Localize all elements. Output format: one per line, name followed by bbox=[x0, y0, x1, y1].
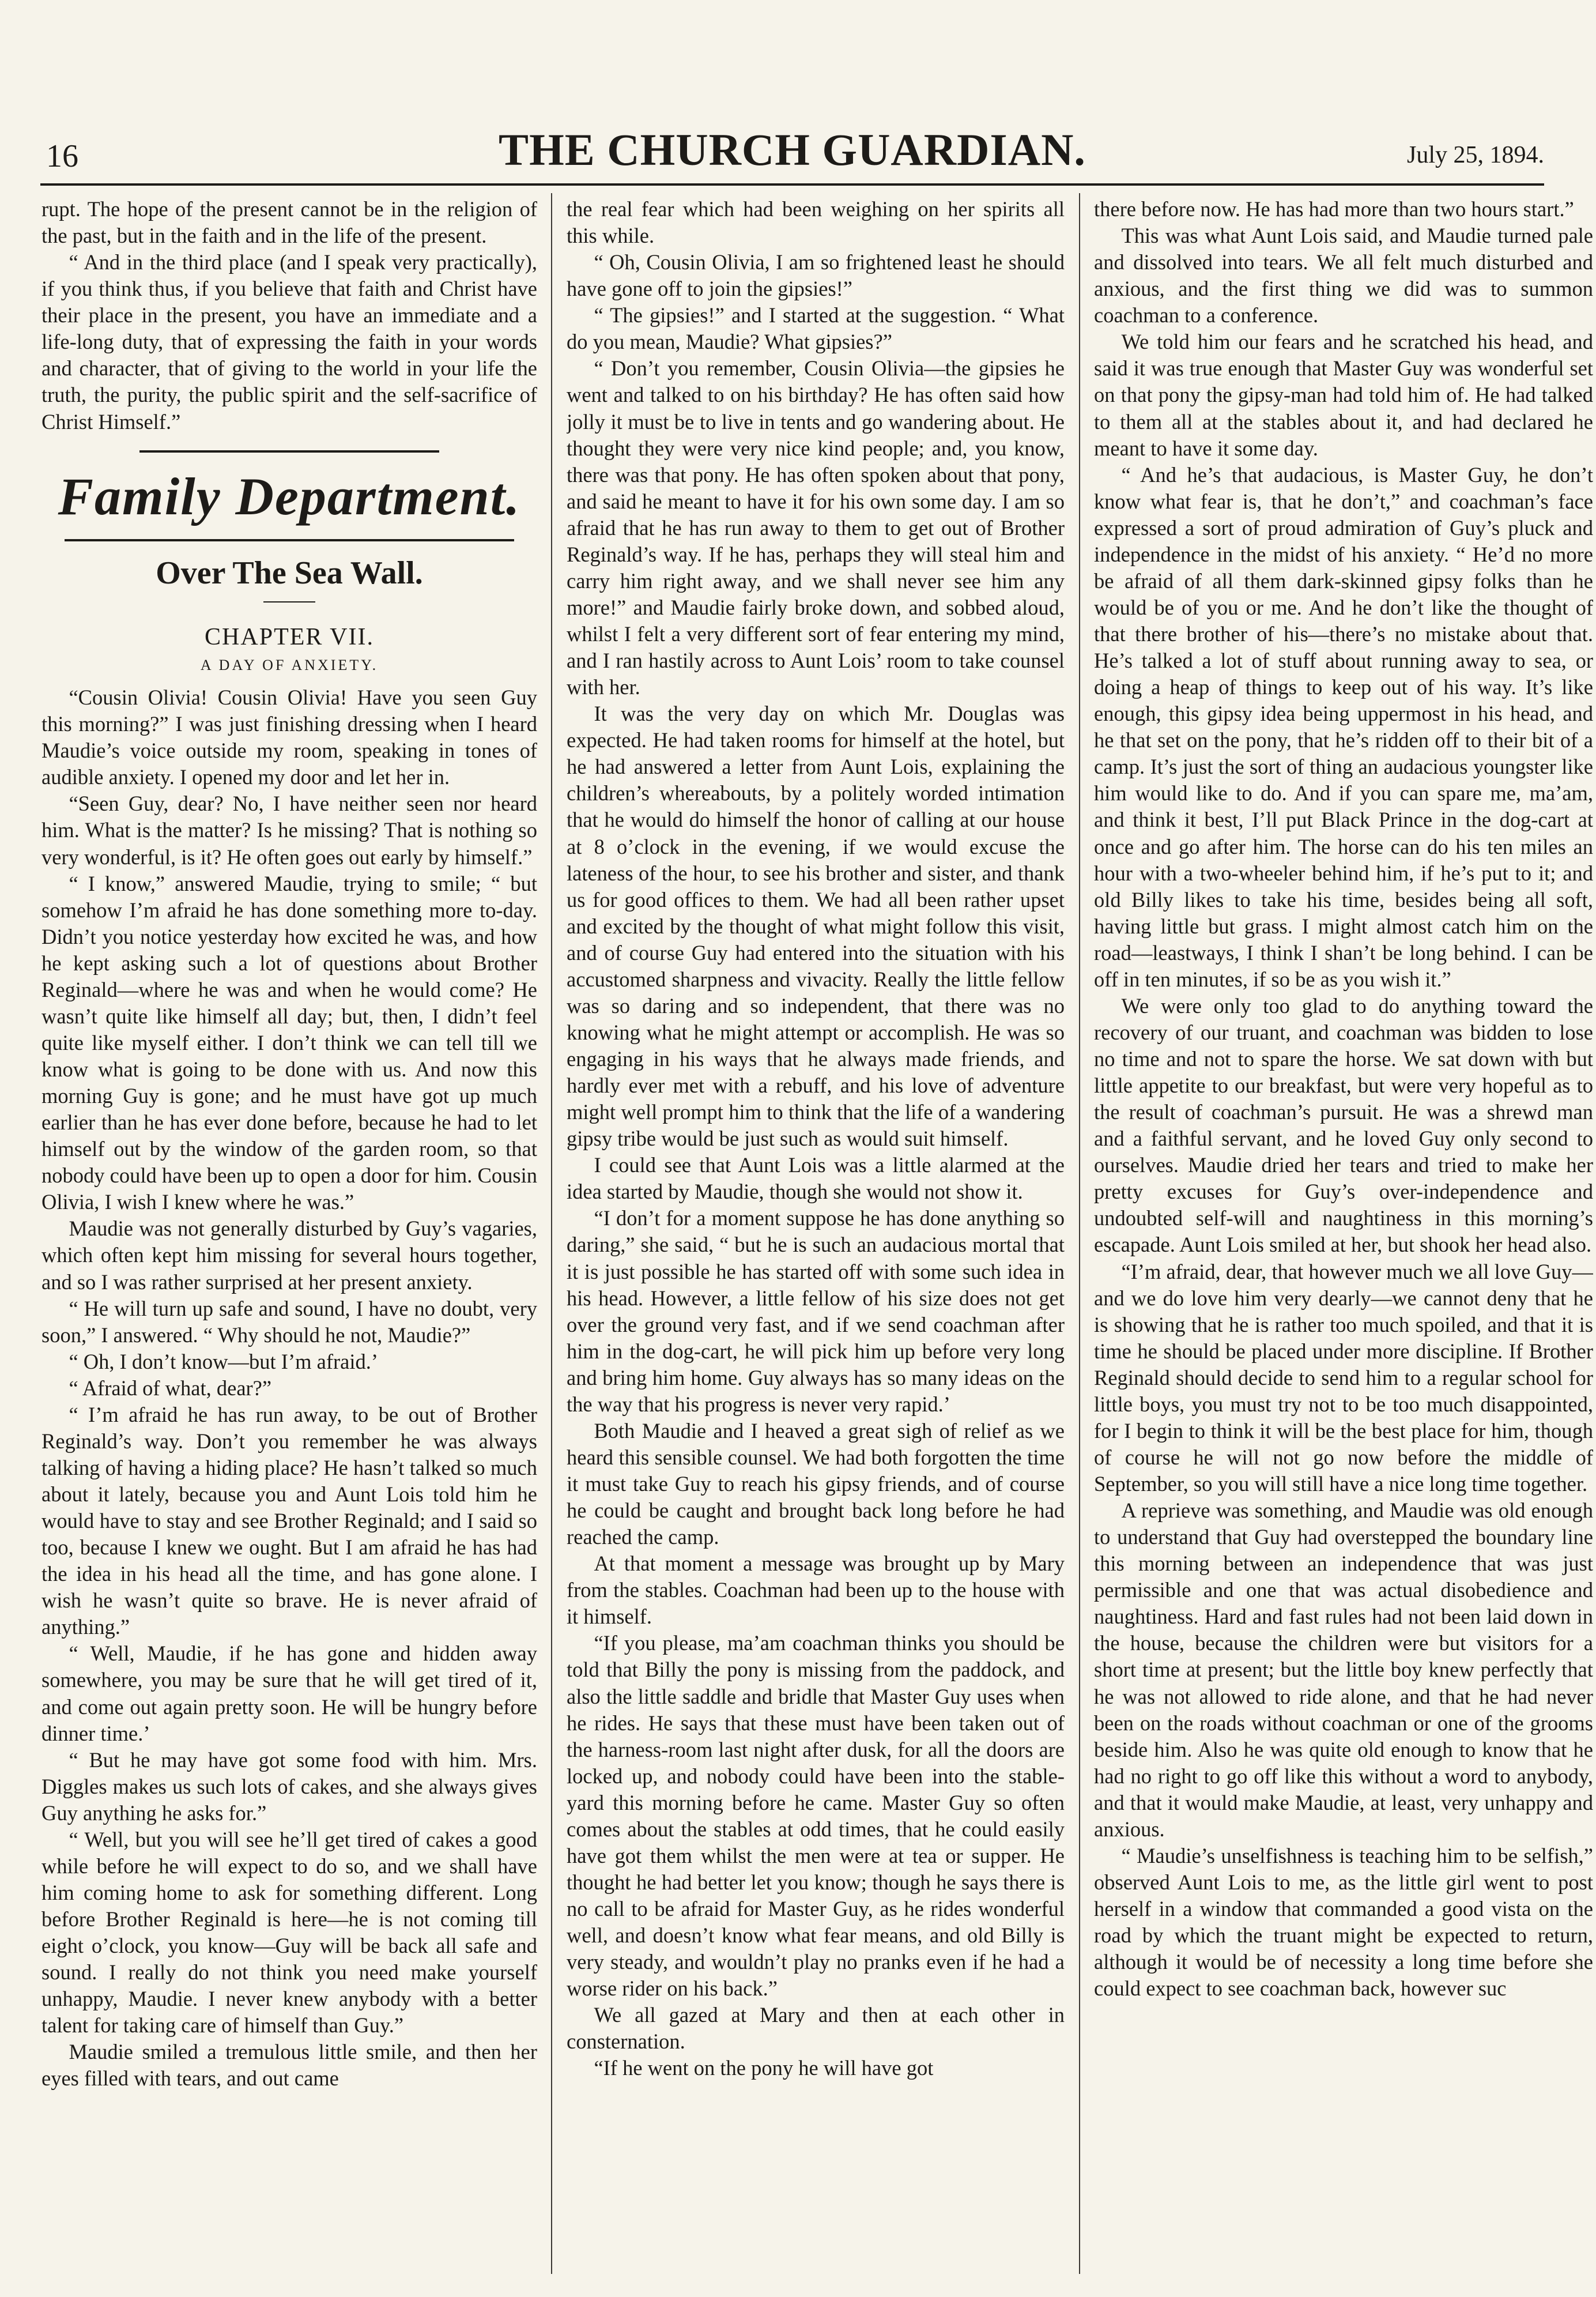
paragraph: We all gazed at Mary and then at each other in consternation. bbox=[567, 2003, 1065, 2054]
paragraph: “ Afraid of what, dear?” bbox=[69, 1376, 272, 1400]
paragraph: We told him our fears and he scratched his head, and said it was true enough that Master Guy was wonderful set on that pony the gipsy-man had told him of. He had talked to them all at the stables about it, and had declared he meant to have it some day. bbox=[1094, 330, 1593, 460]
paragraph: “Cousin Olivia! Cousin Olivia! Have you seen Guy this morning?” I was just finishing dressing when I heard Maudie’s voice outside my room, speaking in tones of audible anxiety. I opened my door and let her in. bbox=[41, 686, 537, 789]
chapter-subtitle: A DAY OF ANXIETY. bbox=[200, 657, 379, 674]
column-3 bbox=[1094, 196, 1593, 2274]
paragraph: “ Oh, I don’t know—but I’m afraid.’ bbox=[69, 1349, 378, 1373]
paragraph: rupt. The hope of the present cannot be in the religion of the past, but in the faith and in the life of the present. bbox=[41, 197, 537, 248]
newspaper-title: THE CHURCH GUARDIAN. bbox=[499, 125, 1086, 175]
paragraph: I could see that Aunt Lois was a little alarmed at the idea started by Maudie, though she would not show it. bbox=[567, 1153, 1065, 1204]
story-title: Over The Sea Wall. bbox=[156, 555, 423, 591]
paragraph: Both Maudie and I heaved a great sigh of relief as we heard this sensible counsel. We had both forgotten the time it must take Guy to reach his gipsy friends, and of course he could be caught and brought back long before he had reached the camp. bbox=[567, 1418, 1065, 1549]
department-heading: Family Department. bbox=[58, 466, 521, 526]
paragraph: “I’m afraid, dear, that however much we all love Guy—and we do love him very dearly—we cannot deny that he is showing that he is rather too much spoiled, and that it is time he should be placed under more discipline. If Brother Reginald should decide to send him to a regular school for little boys, you must try not to be too much disappointed, for I begin to think it will be the best place for him, though of course he will not go now before the middle of September, so you will still have a nice long time together. bbox=[1094, 1259, 1593, 1496]
paragraph: Maudie was not generally disturbed by Guy’s vagaries, which often kept him missing for several hours together, and so I was rather surprised at her present anxiety. bbox=[41, 1217, 537, 1294]
paragraph: It was the very day on which Mr. Douglas was expected. He had taken rooms for himself at the hotel, but he had answered a letter from Aunt Lois, explaining the children’s whereabouts, by a politely worded intimation that he would do himself the honor of calling at our house at 8 o’clock in the evening, if we would excuse the lateness of the hour, to see his brother and sister, and thank us for good offices to them. We had all been rather upset and excited by the thought of what might follow this visit, and of course Guy had entered into the situation with his accustomed sharpness and vivacity. Really the little fellow was so daring and so independent, that there was no knowing what he might attempt or accomplish. He was so engaging in his ways that he always made friends, and hardly ever met with a rebuff, and his love of adventure might well prompt him to think that the life of a wandering gipsy tribe would be just such as would suit himself. bbox=[567, 702, 1065, 1151]
paragraph: “I don’t for a moment suppose he has done anything so daring,” she said, “ but he is such an audacious mortal that it is just possible he has started off with some such idea in his head. However, a little fellow of his size does not get over the ground very fast, and if we send coachman after him in the dog-cart, he will pick him up before very long and bring him home. Guy always has so many ideas on the the way that his progress is never very rapid.’ bbox=[567, 1206, 1065, 1416]
column-1-body bbox=[41, 684, 537, 2092]
paragraph: “ Well, but you will see he’ll get tired of cakes a good while before he will expect to do so, and we shall have him coming home to ask for something different. Long before Brother Reginald is here—he is not coming till eight o’clock, you know—Guy will be back all safe and sound. I really do not think you need make yourself unhappy, Maudie. I never knew anybody with a better talent for taking care of himself than Guy.” bbox=[41, 1827, 537, 2038]
section-rule bbox=[139, 450, 439, 453]
paragraph: “ Well, Maudie, if he has gone and hidden away somewhere, you may be sure that he will get tired of it, and come out again pretty soon. He will be hungry before dinner time.’ bbox=[41, 1641, 537, 1745]
column-1 bbox=[41, 196, 537, 2274]
paragraph: This was what Aunt Lois said, and Maudie turned pale and dissolved into tears. We all felt much disturbed and anxious, and the first thing we did was to summon coachman to a conference. bbox=[1094, 224, 1593, 327]
paragraph: “ Maudie’s unselfishness is teaching him to be selfish,” observed Aunt Lois to me, as the little girl went to post herself in a window that commanded a good vista on the road by which the truant might be expected to return, although it would be of necessity a long time before she could expect to see coachman back, however suc bbox=[1094, 1843, 1593, 2001]
page-number: 16 bbox=[46, 138, 78, 174]
paragraph: “ I’m afraid he has run away, to be out of Brother Reginald’s way. Don’t you remember he was always talking of having a hiding place? He hasn’t talked so much about it lately, because you and Aunt Lois told him he would have to stay and see Brother Reginald; and I said so too, because I knew we ought. But I am afraid he has had the idea in his head all the time, and has gone alone. I wish he wasn’t quite so brave. He is never afraid of anything.” bbox=[41, 1402, 537, 1639]
paragraph: there before now. He has had more than two hours start.” bbox=[1094, 197, 1574, 221]
title-rule bbox=[263, 601, 315, 603]
section-rule bbox=[65, 539, 514, 541]
paragraph: “ Oh, Cousin Olivia, I am so frightened least he should have gone off to join the gipsies!” bbox=[567, 250, 1065, 301]
masthead bbox=[40, 118, 1544, 182]
column-divider bbox=[551, 193, 552, 2274]
issue-date: July 25, 1894. bbox=[1406, 142, 1544, 168]
paragraph: “ And in the third place (and I speak very practically), if you think thus, if you believe that faith and Christ have their place in the present, you have an immediate and a life-long duty, that of expressing the faith in your words and character, that of giving to the world in your life the truth, the purity, the public spirit and the self-sacrifice of Christ Himself.” bbox=[41, 250, 537, 434]
paragraph: “ Don’t you remember, Cousin Olivia—the gipsies he went and talked to on his birthday? He has often said how jolly it must be to live in tents and go wandering about. He thought they were very nice kind people; and, you know, there was that pony. He has often spoken about that pony, and said he meant to have it for his own some day. I am so afraid that he has run away to them to get out of Brother Reginald’s way. If he has, perhaps they will steal him and carry him right away, and we shall never see him any more!” and Maudie fairly broke down, and sobbed aloud, whilst I felt a very different sort of fear entering my mind, and I ran hastily across to Aunt Lois’ room to take counsel with her. bbox=[567, 356, 1065, 699]
paragraph: A reprieve was something, and Maudie was old enough to understand that Guy had overstepped the boundary line this morning between an independence that was just permissible and one that was actual disobedience and naughtiness. Hard and fast rules had not been laid down in the house, because the children were but visitors for a short time at present; but the little boy knew perfectly that he was not allowed to ride alone, and that he had never been on the roads without coachman or one of the grooms beside him. Also he was quite old enough to know that he had no right to go off like this without a word to anybody, and that it would make Maudie, at least, very unhappy and anxious. bbox=[1094, 1498, 1593, 1841]
paragraph: the real fear which had been weighing on her spirits all this while. bbox=[567, 197, 1065, 248]
paragraph: “ He will turn up safe and sound, I have no doubt, very soon,” I answered. “ Why should he not, Maudie?” bbox=[41, 1296, 537, 1347]
paragraph: “ I know,” answered Maudie, trying to smile; “ but somehow I’m afraid he has done something more to-day. Didn’t you notice yesterday how excited he was, and how he kept asking such a lot of questions about Brother Reginald—where he was and when he would come? He wasn’t quite like himself all day; but, then, I didn’t feel quite like myself either. I don’t think we can tell till we know what is going to be done with us. And now this morning Guy is gone; and he must have got up much earlier than he has ever done before, because he had to let himself out by the window of the garden room, so that nobody could have been up to open a door for him. Cousin Olivia, I wish I knew where he was.” bbox=[41, 871, 537, 1214]
paragraph: “ And he’s that audacious, is Master Guy, he don’t know what fear is, that he don’t,” and coachman’s face expressed a sort of proud admiration of Guy’s pluck and independence in the midst of his anxiety. “ He’d no more be afraid of all them dark-skinned gipsy folks than he would be of you or me. And he don’t like the thought of that there brother of his—there’s no mistake about that. He’s talked a lot of stuff about running away to sea, or doing a heap of things to keep out of his way. It’s like enough, this gipsy idea being uppermost in his head, and he that set on the pony, that he’s ridden off to their bit of a camp. It’s just the sort of thing an audacious youngster like him would like to do. And if you can spare me, ma’am, and think it best, I’ll put Black Prince in the dog-cart at once and go after him. The horse can do his ten miles an hour with a two-wheeler behind him, if he’s put to it; and old Billy likes to take his time, besides being all soft, having little but grass. I might almost catch him on the road—leastways, I think I shan’t be long behind. I can be off in ten minutes, if so be as you wish it.” bbox=[1094, 462, 1593, 991]
paragraph: At that moment a message was brought up by Mary from the stables. Coachman had been up to the house with it himself. bbox=[567, 1552, 1065, 1629]
masthead-rule bbox=[40, 183, 1544, 186]
paragraph: “Seen Guy, dear? No, I have neither seen nor heard him. What is the matter? Is he missing? That is nothing so very wonderful, is it? He often goes out early by himself.” bbox=[41, 792, 537, 869]
paragraph: Maudie smiled a tremulous little smile, and then her eyes filled with tears, and out came bbox=[41, 2040, 537, 2091]
chapter-heading: CHAPTER VII. bbox=[205, 624, 374, 651]
paragraph: “If you please, ma’am coachman thinks you should be told that Billy the pony is missing from the paddock, and also the little saddle and bridle that Master Guy uses when he rides. He says that these must have been taken out of the harness-room last night after dusk, for all the doors are locked up, and nobody could have been into the stable-yard this morning before he came. Master Guy so often comes about the stables at odd times, that he could easily have got them whilst the men were at tea or supper. He thought he had better let you know; though he says there is no call to be afraid for Master Guy, as he rides wonderful well, and doesn’t know what fear means, and old Billy is very steady, and wouldn’t play no pranks even if he had a worse rider on his back.” bbox=[567, 1631, 1065, 2001]
paragraph: We were only too glad to do anything toward the recovery of our truant, and coachman was bidden to lose no time and not to spare the horse. We sat down with but little appetite to our breakfast, but were very hopeful as to the result of coachman’s pursuit. He was a shrewd man and a faithful servant, and he loved Guy only second to ourselves. Maudie dried her tears and tried to make her pretty excuses for Guy’s over-independence and undoubted self-will and naughtiness in this morning’s escapade. Aunt Lois smiled at her, but shook her head also. bbox=[1094, 993, 1593, 1257]
column-2 bbox=[567, 196, 1065, 2274]
paragraph: “If he went on the pony he will have got bbox=[594, 2056, 934, 2080]
column-divider bbox=[1079, 193, 1080, 2274]
paragraph: “ But he may have got some food with him. Mrs. Diggles makes us such lots of cakes, and she always gives Guy anything he asks for.” bbox=[41, 1748, 537, 1825]
paragraph: “ The gipsies!” and I started at the suggestion. “ What do you mean, Maudie? What gipsies?” bbox=[567, 303, 1065, 354]
